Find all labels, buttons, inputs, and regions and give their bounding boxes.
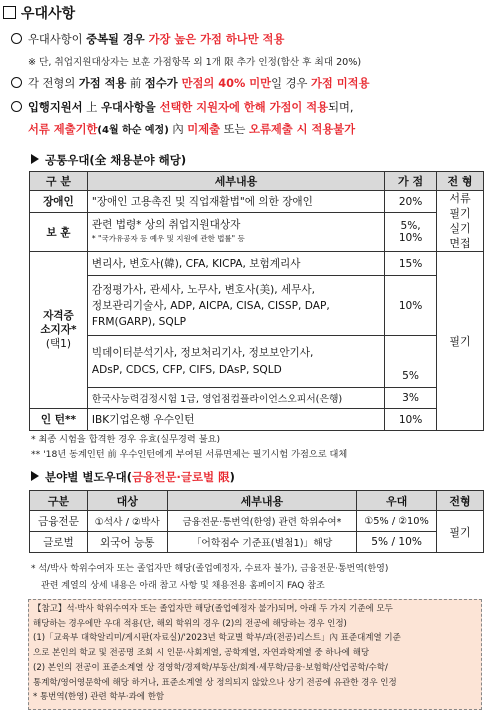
section-title: 우대사항 [3, 3, 75, 23]
subsection-common: 공통우대(全 채용분야 해당) [31, 152, 186, 168]
header-stage: 전 형 [437, 172, 484, 191]
triangle-right-icon [31, 154, 39, 164]
bullet-line-2: 각 전형의 가점 적용 前 점수가 만점의 40% 미만일 경우 가점 미적용 [11, 75, 370, 91]
table-row: 빅데이터분석기사, 정보처리기사, 정보보안기사, ADsP, CDCS, CFP, CIFS, DAsP, SQLD 5% [30, 336, 484, 388]
table-row: 자격증 소지자* (택1) 변리사, 변호사(韓), CFA, KICPA, 보험계리사 15% 필기 [30, 252, 484, 276]
table-row: 감정평가사, 관세사, 노무사, 변호사(美), 세무사, 정보관리기술사, ADP, AICPA, CISA, CISSP, DAP, FRM(GARP), SQLP 10% [30, 276, 484, 336]
circle-bullet-icon [11, 101, 22, 112]
checkbox-square-icon [3, 6, 16, 19]
subsection-field: 분야별 별도우대(금융전문·글로벌 限) [31, 469, 235, 485]
table2-note-1: * 석/박사 학위수여자 또는 졸업자만 해당(졸업예정자, 수료자 불가), 금융전문·통번역(한영) [31, 564, 389, 574]
table1-note-2: ** '18년 동계인턴 前 우수인턴에게 부여된 서류면제는 필기시험 가점으로 대체 [31, 449, 348, 460]
header-detail: 세부내용 [87, 172, 384, 191]
table-row: 한국사능력검정시험 1급, 영업점컴플라이언스오피서(은행) 3% [30, 388, 484, 409]
bullet-line-3: 입행지원서 上 우대사항을 선택한 지원자에 한해 가점이 적용되며, [11, 99, 354, 115]
table-row: 보 훈 관련 법령* 상의 취업지원대상자 * "국가유공자 등 예우 및 지원에 관한 법률" 등 5%, 10% [30, 213, 484, 252]
table-row: 금융전문 ①석사 / ②박사 금융전문·통번역(한영) 관련 학위수여* ①5% / ②10% 필기 [30, 511, 484, 532]
table1-note-1: * 최종 시험을 합격한 경우 유효(실무경력 불요) [31, 434, 221, 445]
stage-cell-top: 서류 필기 실기 면접 [437, 191, 484, 252]
common-preference-table [29, 171, 484, 431]
header-points: 가 점 [385, 172, 437, 191]
circle-bullet-icon [11, 77, 22, 88]
bullet-line-3b: 서류 제출기한(4월 하순 예정) 內 미제출 또는 오류제출 시 적용불가 [28, 123, 356, 136]
table-row: 인 턴** IBK기업은행 우수인턴 10% [30, 409, 484, 431]
stage-cell-bottom: 필기 [437, 252, 484, 431]
header-category: 구 분 [30, 172, 88, 191]
reference-box: 【참고】석·박사 학위수여자 또는 졸업자만 해당(졸업예정자 불가)되며, 아래 두 가지 기준에 모두 해당하는 경우에만 우대 적용(단, 해외 학위의 경우 (2)의 전공에 해당하는 경우 인정) (1)「교육부 대학알리미/게시판(자료실)/'2023년 학교별 학부/과(전공)리스트」內 표준대계열 기준 으로 본인의 학교 및 전공명 조회 시 인문·사회계열, 공학계열, 자연과학계열 중 하나에 해당 (2) 본인의 전공이 표준소계열 상 경영학/경제학/부동산/회계·세무학/금융·보험학/산업공학/수학/ 통계학/영어영문학에 해당 하거나, 표준소계열 상 정의되지 않았으나 상기 전공에 유관한 경우 인정 * 통번역(한영) 관련 학부·과에 한함 [28, 599, 482, 710]
table2-note-2: 관련 계열의 상세 내용은 아래 참고 사항 및 채용전용 홈페이지 FAQ 참조 [41, 581, 325, 591]
triangle-right-icon [31, 471, 39, 481]
bullet-line-1: 우대사항이 중복될 경우 가장 높은 가점 하나만 적용 [11, 31, 284, 47]
field-preference-table: 구분 대상 세부내용 우대 전형 금융전문 ①석사 / ②박사 금융전문·통번역(한영) 관련 학위수여* ①5% / ②10% 필기 글로벌 외국어 능통 「어학점수 기준표(별첨1)」해당 5% / 10% [29, 490, 484, 553]
table-row: 장애인 "장애인 고용촉진 및 직업재활법"에 의한 장애인 20% 서류 필기 실기 면접 [30, 191, 484, 213]
bullet-1-note: ※ 단, 취업지원대상자는 보훈 가점항목 외 1개 限 추가 인정(합산 후 최대 20%) [28, 57, 362, 68]
table-row: 글로벌 외국어 능통 「어학점수 기준표(별첨1)」해당 5% / 10% [30, 532, 484, 553]
circle-bullet-icon [11, 33, 22, 44]
